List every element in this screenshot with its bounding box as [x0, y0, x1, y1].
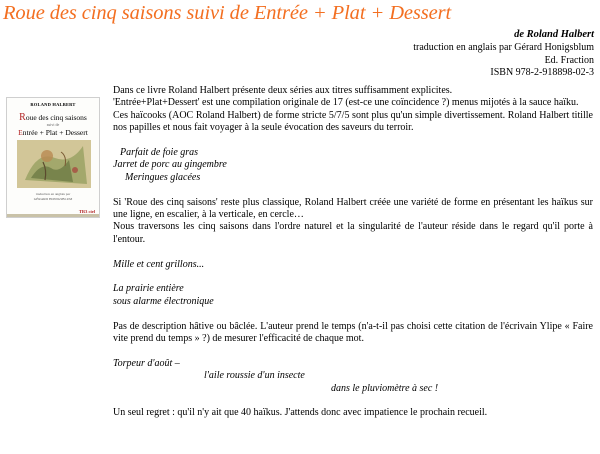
poem-3-line-2: sous alarme électronique [113, 295, 214, 307]
poem-4-line-2: l'aile roussie d'un insecte [204, 370, 305, 382]
cover-translator-line1: traduction en anglais par [35, 192, 71, 196]
poem-3-line-1: La prairie entière [113, 283, 184, 295]
paragraph-2: 'Entrée+Plat+Dessert' est une compilation originale de 17 (est-ce une coïncidence ?) menus mijotés à la sauce haïku. [113, 97, 579, 109]
cover-translator-line2: GÉRARD HONIGSBLUM [33, 196, 73, 201]
cover-title-2 [7, 128, 99, 137]
cover-author: ROLAND HALBERT [30, 102, 76, 107]
poem-4-line-1-text: Torpeur d'août – [113, 357, 180, 369]
book-meta [413, 29, 594, 80]
publisher-logo: TR3 ciel [78, 209, 95, 214]
paragraph-3: Ces haïcooks (AOC Roland Halbert) de forme stricte 5/7/5 sont plus qu'un simple divertissement. Roland Halbert titille nos papilles et nous fait voyager à la seule évocation des saveurs du terroir. [113, 109, 593, 134]
cover-title2-rest: ntrée + Plat + Dessert [22, 128, 88, 137]
book-cover-image [6, 97, 100, 218]
poem-4-line-3: dans le pluviomètre à sec ! [331, 382, 439, 394]
cover-illustration [17, 140, 91, 188]
paragraph-6: Pas de description hâtive ou bâclée. L'auteur prend le temps (n'a-t-il pas choisi cette citation de l'écrivain Ylipe « Faire vite prend du temps » ?) de mesurer l'efficacité de chaque mot. [113, 320, 593, 345]
poem-4-line-1 [113, 358, 593, 370]
book-author: de Roland Halbert [514, 29, 594, 40]
poem-2: Mille et cent grillons... [113, 258, 205, 270]
paragraph-1: Dans ce livre Roland Halbert présente deux séries aux titres suffisamment explicites. [113, 85, 453, 96]
poem-1-line-1: Parfait de foie gras [120, 147, 199, 159]
cover-bottom-bar [7, 214, 99, 217]
review-title: Roue des cinq saisons suivi de Entrée + Plat + Dessert [3, 2, 452, 24]
book-isbn: ISBN 978-2-918898-02-3 [490, 67, 594, 79]
cover-title-cap: R [19, 112, 26, 123]
paragraph-7: Un seul regret : qu'il n'y ait que 40 haïkus. J'attends donc avec impatience le prochain recueil. [113, 407, 488, 419]
review-body [113, 85, 593, 420]
cover-title2-cap: E [18, 128, 23, 137]
book-publisher: Ed. Fraction [544, 54, 594, 66]
cover-title-rest: oue des cinq saisons [25, 113, 87, 122]
book-translation: traduction en anglais par Gérard Honigsblum [413, 41, 594, 53]
paragraph-4: Si 'Roue des cinq saisons' reste plus classique, Roland Halbert créée une variété de forme en présentant les haïkus sur une ligne, en escalier, à la verticale, en cercle… [113, 196, 593, 221]
cover-translator [7, 192, 99, 201]
paragraph-5: Nous traversons les cinq saisons dans l'ordre naturel et la singularité de l'auteur réside dans le regard qu'il porte à l'entour. [113, 221, 593, 245]
poem-1-line-3: Meringues glacées [125, 171, 201, 183]
poem-1-line-2: Jarret de porc au gingembre [113, 159, 227, 171]
cover-suivi: suivi de [46, 122, 60, 127]
